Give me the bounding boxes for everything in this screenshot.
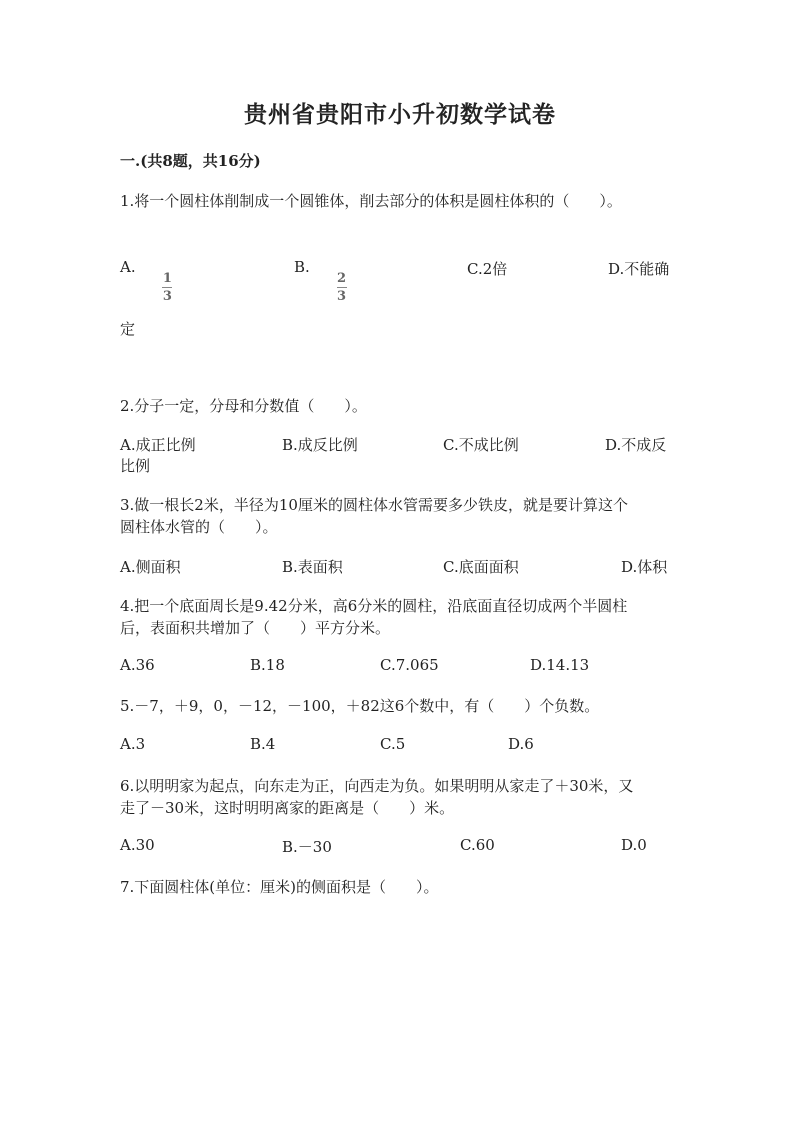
q6-option-b: B.－30 bbox=[282, 838, 332, 856]
question-1-text: 1.将一个圆柱体削制成一个圆锥体，削去部分的体积是圆柱体积的（ ）。 bbox=[120, 192, 622, 210]
q5-option-d: D.6 bbox=[508, 735, 534, 753]
q4-option-a: A.36 bbox=[120, 656, 155, 674]
question-3-text-line-1: 3.做一根长2米，半径为10厘米的圆柱体水管需要多少铁皮，就是要计算这个 bbox=[120, 496, 628, 514]
q1-option-c: C.2倍 bbox=[467, 260, 508, 278]
page-title: 贵州省贵阳市小升初数学试卷 bbox=[244, 101, 556, 128]
fraction-denominator: 3 bbox=[162, 289, 172, 304]
q6-option-c: C.60 bbox=[460, 836, 495, 854]
q4-option-b: B.18 bbox=[250, 656, 285, 674]
q1-option-a-fraction bbox=[162, 272, 172, 303]
question-2-text: 2.分子一定，分母和分数值（ ）。 bbox=[120, 397, 367, 415]
fraction-numerator: 1 bbox=[162, 271, 172, 286]
fraction-numerator: 2 bbox=[337, 271, 347, 286]
q1-option-a bbox=[120, 258, 172, 303]
q3-option-b: B.表面积 bbox=[282, 558, 343, 576]
section-heading: 一.(共8题，共16分) bbox=[120, 152, 261, 170]
fraction-bar bbox=[162, 287, 172, 288]
q2-option-d-wrap: 比例 bbox=[120, 457, 151, 475]
q5-option-b: B.4 bbox=[250, 735, 276, 753]
q6-option-d: D.0 bbox=[621, 836, 647, 854]
q1-option-d-wrap: 定 bbox=[120, 320, 136, 338]
question-6-text-line-2: 走了－30米，这时明明离家的距离是（ ）米。 bbox=[120, 799, 455, 817]
q3-option-d: D.体积 bbox=[621, 558, 668, 576]
question-5-text: 5.－7，＋9，0，－12，－100，＋82这6个数中，有（ ）个负数。 bbox=[120, 697, 600, 715]
fraction-denominator: 3 bbox=[337, 289, 347, 304]
question-6-text-line-1: 6.以明明家为起点，向东走为正，向西走为负。如果明明从家走了＋30米，又 bbox=[120, 777, 634, 795]
q2-option-c: C.不成比例 bbox=[443, 436, 519, 454]
fraction-bar bbox=[337, 287, 347, 288]
q2-option-a: A.成正比例 bbox=[120, 436, 196, 454]
q6-option-a: A.30 bbox=[120, 836, 155, 854]
question-4-text-line-1: 4.把一个底面周长是9.42分米，高6分米的圆柱，沿底面直径切成两个半圆柱 bbox=[120, 597, 628, 615]
q1-option-b-label: B. bbox=[294, 258, 310, 276]
question-3-text-line-2: 圆柱体水管的（ ）。 bbox=[120, 518, 278, 536]
q5-option-c: C.5 bbox=[380, 735, 406, 753]
q4-option-d: D.14.13 bbox=[530, 656, 590, 674]
q1-option-b-fraction bbox=[337, 272, 347, 303]
q3-option-c: C.底面面积 bbox=[443, 558, 519, 576]
q3-option-a: A.侧面积 bbox=[120, 558, 181, 576]
q2-option-b: B.成反比例 bbox=[282, 436, 358, 454]
q4-option-c: C.7.065 bbox=[380, 656, 439, 674]
question-4-text-line-2: 后，表面积共增加了（ ）平方分米。 bbox=[120, 619, 391, 637]
question-7-text: 7.下面圆柱体(单位：厘米)的侧面积是（ ）。 bbox=[120, 878, 439, 896]
q5-option-a: A.3 bbox=[120, 735, 146, 753]
q2-option-d: D.不成反 bbox=[605, 436, 667, 454]
q1-option-a-label: A. bbox=[120, 258, 136, 276]
q1-option-b bbox=[294, 258, 347, 303]
q1-option-d: D.不能确 bbox=[608, 260, 670, 278]
